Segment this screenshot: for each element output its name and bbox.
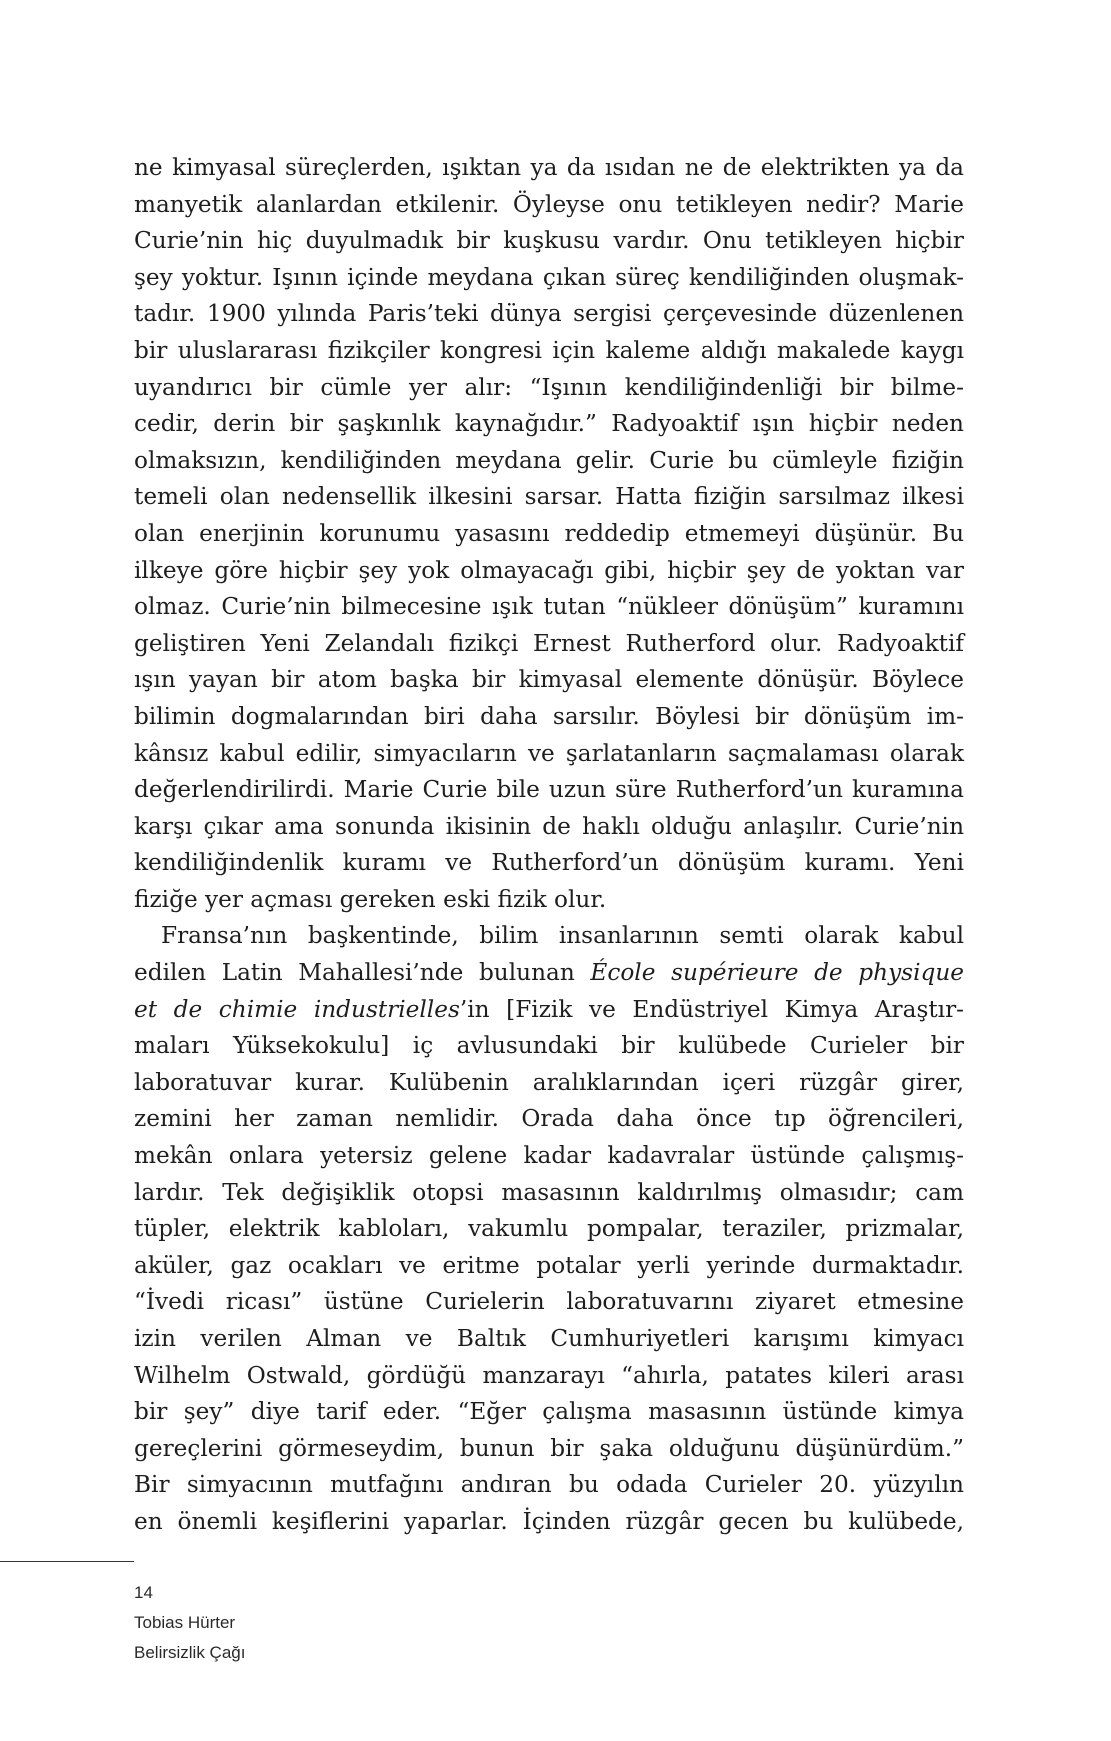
text-line: olmaz. Curie’nin bilmecesine ışık tutan “nükleer dönüşüm” kuramını (134, 593, 964, 621)
text-line: kendiliğindenlik kuramı ve Rutherford’un dönüşüm kuramı. Yeni (134, 849, 964, 877)
italic-school-name: et de chimie industrielles (134, 995, 460, 1023)
text-line: değerlendirilirdi. Marie Curie bile uzun süre Rutherford’un kuramına (134, 776, 964, 804)
text-line: “İvedi ricası” üstüne Curielerin laboratuvarını ziyaret etmesine (134, 1288, 964, 1316)
text-line: gereçlerini görmeseydim, bunun bir şaka olduğunu düşünürdüm.” (134, 1434, 964, 1462)
text-line: olmaksızın, kendiliğinden meydana gelir. Curie bu cümleyle fiziğin (134, 446, 964, 474)
italic-school-name: École supérieure de physique (590, 959, 964, 987)
text-line: izin verilen Alman ve Baltık Cumhuriyetleri karışımı kimyacı (134, 1325, 964, 1352)
text-line (134, 955, 964, 992)
text-segment: edilen Latin Mahallesi’nde bulunan (134, 959, 591, 987)
text-line: ilkeye göre hiçbir şey yok olmayacağı gibi, hiçbir şey de yoktan var (134, 556, 964, 584)
text-line: aküler, gaz ocakları ve eritme potalar yerli yerinde durmaktadır. (134, 1251, 964, 1279)
text-line: tadır. 1900 yılında Paris’teki dünya sergisi çerçevesinde düzenlenen (134, 300, 964, 328)
text-line: mekân onlara yetersiz gelene kadar kadavralar üstünde çalışmış- (134, 1142, 964, 1170)
text-line: en önemli keşiflerini yaparlar. İçinden rüzgâr gecen bu kulübede, (134, 1507, 964, 1535)
text-line: karşı çıkar ama sonunda ikisinin de haklı olduğu anlaşılır. Curie’nin (134, 812, 964, 840)
text-line: bir uluslararası fizikçiler kongresi için kaleme aldığı makalede kaygı (134, 336, 964, 364)
body-text (134, 150, 964, 1541)
text-line (134, 992, 964, 1029)
page-footer (134, 1578, 245, 1668)
text-line: Bir simyacının mutfağını andıran bu odada Curieler 20. yüzyılın (134, 1471, 964, 1499)
footer-divider (0, 1561, 134, 1562)
text-line: şey yoktur. Işının içinde meydana çıkan süreç kendiliğinden oluşmak- (134, 263, 964, 291)
text-line: olan enerjinin korunumu yasasını reddedip etmemeyi düşünür. Bu (134, 519, 964, 547)
text-line: laboratuvar kurar. Kulübenin aralıklarından içeri rüzgâr girer, (134, 1068, 964, 1096)
author-name: Tobias Hürter (134, 1613, 236, 1632)
text-line: cedir, derin bir şaşkınlık kaynağıdır.” Radyoaktif ışın hiçbir neden (134, 410, 964, 438)
text-segment: ’in [Fizik ve Endüstriyel Kimya Araştır- (459, 995, 965, 1023)
page-number: 14 (134, 1583, 153, 1602)
paragraph-1 (134, 150, 964, 918)
text-line: Curie’nin hiç duyulmadık bir kuşkusu vardır. Onu tetikleyen hiçbir (134, 227, 964, 255)
text-line: lardır. Tek değişiklik otopsi masasının kaldırılmış olmasıdır; cam (134, 1178, 964, 1206)
text-line: ne kimyasal süreçlerden, ışıktan ya da ısıdan ne de elektrikten ya da (134, 154, 964, 181)
text-line: manyetik alanlardan etkilenir. Öyleyse onu tetikleyen nedir? Marie (134, 190, 964, 218)
text-line: Fransa’nın başkentinde, bilim insanlarının semti olarak kabul (161, 922, 964, 950)
text-line: bir şey” diye tarif eder. “Eğer çalışma masasının üstünde kimya (134, 1398, 964, 1426)
text-line: geliştiren Yeni Zelandalı fizikçi Ernest Rutherford olur. Radyoaktif (134, 629, 964, 657)
book-title: Belirsizlik Çağı (134, 1643, 246, 1662)
text-line: bilimin dogmalarından biri daha sarsılır. Böylesi bir dönüşüm im- (134, 702, 964, 730)
paragraph-2 (134, 918, 964, 1540)
text-line: Wilhelm Ostwald, gördüğü manzarayı “ahırla, patates kileri arası (134, 1361, 964, 1389)
text-line: fiziğe yer açması gereken eski fizik olur. (134, 885, 607, 913)
text-line: uyandırıcı bir cümle yer alır: “Işının kendiliğindenliği bir bilme- (134, 373, 964, 401)
text-line: temeli olan nedensellik ilkesini sarsar. Hatta fiziğin sarsılmaz ilkesi (134, 483, 964, 511)
text-line: tüpler, elektrik kabloları, vakumlu pompalar, teraziler, prizmalar, (134, 1215, 964, 1243)
text-line: ışın yayan bir atom başka bir kimyasal elemente dönüşür. Böylece (134, 666, 964, 694)
text-line: maları Yüksekokulu] iç avlusundaki bir kulübede Curieler bir (134, 1032, 964, 1060)
text-line: kânsız kabul edilir, simyacıların ve şarlatanların saçmalaması olarak (134, 739, 964, 767)
text-line: zemini her zaman nemlidir. Orada daha önce tıp öğrencileri, (134, 1105, 964, 1133)
